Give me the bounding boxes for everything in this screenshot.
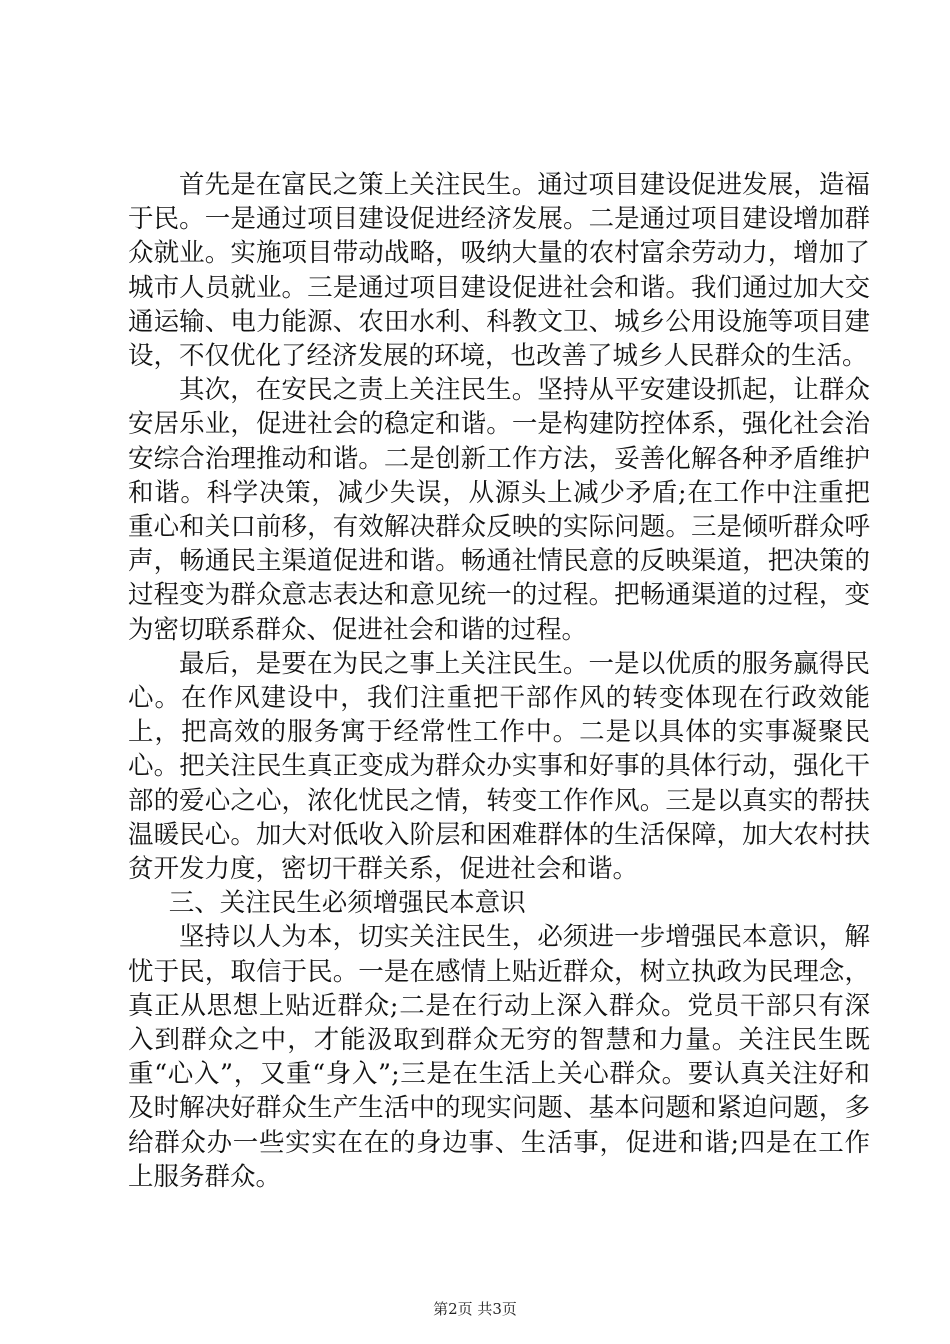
section-heading: 三、关注民生必须增强民本意识: [168, 888, 526, 919]
paragraph-secure-people: 其次，在安民之责上关注民生。坚持从平安建设抓起，让群众安居乐业，促进社会的稳定和谐。一是构建防控体系，强化社会治安综合治理推动和谐。二是创新工作方法，妥善化解各种矛盾维护和谐。科学决策，减少失误，从源头上减少矛盾;在工作中注重把重心和关口前移，有效解决群众反映的实际问题。三是倾听群众呼声，畅通民主渠道促进和谐。畅通社情民意的反映渠道，把决策的过程变为群众意志表达和意见统一的过程。把畅通渠道的过程，变为密切联系群众、促进社会和谐的过程。: [128, 375, 870, 645]
page-number-footer: 第2页 共3页: [433, 1300, 517, 1318]
paragraph-serve-people: 最后，是要在为民之事上关注民生。一是以优质的服务赢得民心。在作风建设中，我们注重把干部作风的转变体现在行政效能上，把高效的服务寓于经常性工作中。二是以具体的实事凝聚民心。把关注民生真正变成为群众办实事和好事的具体行动，强化干部的爱心之心，浓化忧民之情，转变工作作风。三是以真实的帮扶温暖民心。加大对低收入阶层和困难群体的生活保障，加大农村扶贫开发力度，密切干群关系，促进社会和谐。: [128, 648, 870, 885]
document-body: [128, 168, 870, 1194]
paragraph-people-oriented: 坚持以人为本，切实关注民生，必须进一步增强民本意识，解忧于民，取信于民。一是在感情上贴近群众，树立执政为民理念，真正从思想上贴近群众;二是在行动上深入群众。党员干部只有深入到群众之中，才能汲取到群众无穷的智慧和力量。关注民生既重“心入”，又重“身入”;三是在生活上关心群众。要认真关注好和及时解决好群众生产生活中的现实问题、基本问题和紧迫问题，多给群众办一些实实在在的身边事、生活事，促进和谐;四是在工作上服务群众。: [128, 922, 870, 1192]
paragraph-prosper-people: 首先是在富民之策上关注民生。通过项目建设促进发展，造福于民。一是通过项目建设促进经济发展。二是通过项目建设增加群众就业。实施项目带动战略，吸纳大量的农村富余劳动力，增加了城市人员就业。三是通过项目建设促进社会和谐。我们通过加大交通运输、电力能源、农田水利、科教文卫、城乡公用设施等项目建设，不仅优化了经济发展的环境，也改善了城乡人民群众的生活。: [128, 170, 870, 372]
